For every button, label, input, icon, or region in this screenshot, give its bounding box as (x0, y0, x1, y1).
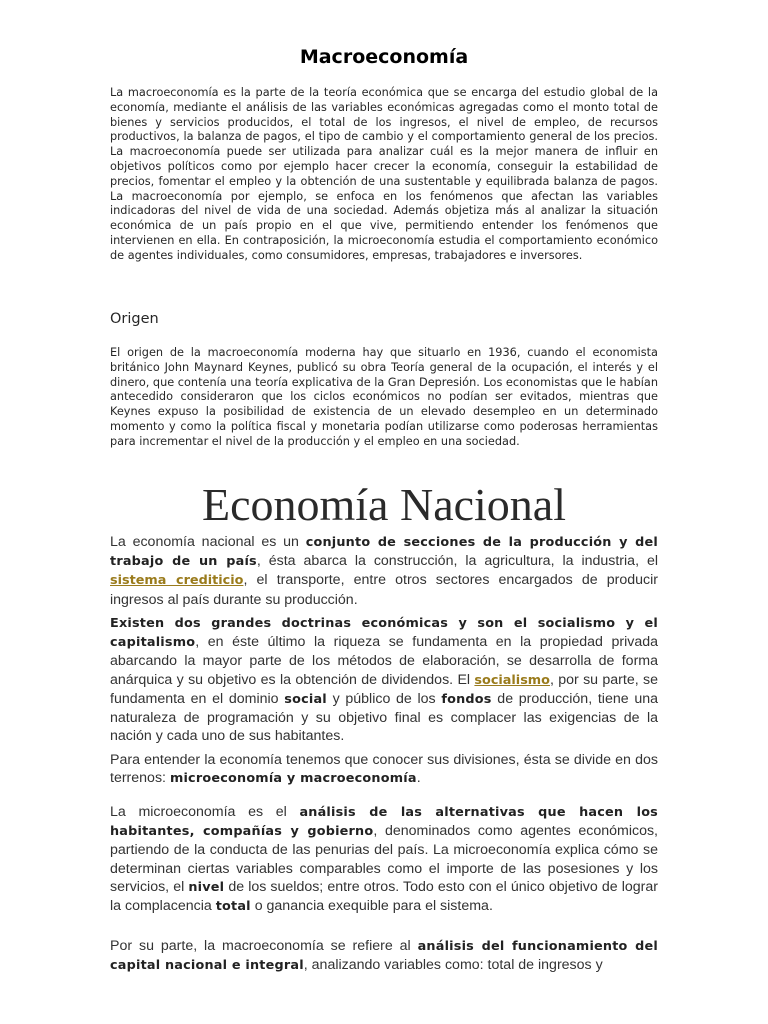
text-run: , el transporte, entre otros sectores encargados de producir ingresos al país durante su producción. (110, 572, 658, 608)
link-socialismo[interactable]: socialismo (474, 672, 550, 688)
text-run: y público de los (326, 690, 442, 707)
text-run: , en éste último la riqueza se fundamenta en la propiedad privada abarcando la mayor parte de los métodos de elaboración, se desarrolla de forma anárquica y su objetivo es la obtención de dividendos. El (110, 634, 658, 688)
text-run: , analizando variables como: total de ingresos y (303, 957, 603, 974)
text-run: Para entender la economía tenemos que conocer sus divisiones, ésta se divide en dos terrenos: (110, 752, 658, 787)
bold-text: fondos (441, 691, 492, 707)
bold-text: análisis de las alternativas que hacen los habitantes, compañías y gobierno (110, 805, 658, 840)
title-economia-nacional: Economía Nacional (201, 479, 567, 530)
link-sistema-crediticio[interactable]: sistema crediticio (110, 573, 244, 589)
paragraph-doctrinas (110, 614, 658, 745)
bold-text: Existen dos grandes doctrinas económicas y son el socialismo y el capitalismo (110, 616, 658, 651)
bold-text: análisis del funcionamiento del capital nacional e integral (110, 939, 658, 974)
bold-text: social (284, 691, 327, 707)
text-run: , ésta abarca la construcción, la agricultura, la industria, el (256, 553, 658, 570)
bold-text: conjunto de secciones de la producción y del trabajo de un país (110, 535, 658, 570)
text-run: o ganancia exequible para el sistema. (250, 898, 493, 915)
text-run: La microeconomía es el (110, 804, 300, 820)
text-run: Por su parte, la macroeconomía se refiere al (110, 938, 418, 954)
bold-text: total (215, 899, 251, 915)
bold-text: nivel (188, 879, 225, 895)
bold-text: microeconomía y macroeconomía (169, 771, 417, 787)
text-run: , denominados como agentes económicos, partiendo de la conducta de las penurias del país. La microeconomía explica cómo se determinan ciertas variables comparables como el importe de las posesiones y los servicios, el (110, 823, 658, 895)
text-run: . (416, 770, 421, 787)
text-run: de producción, tiene una naturaleza de programación y su objetivo final es complacer las exigencias de la nación y cada uno de sus habitantes. (110, 690, 658, 745)
paragraph-macroeconomia: La macroeconomía es la parte de la teoría económica que se encarga del estudio global de la economía, mediante el análisis de las variables económicas agregadas como el monto total de bienes y servicios producidos, el total de los ingresos, el nivel de empleo, de recursos productivos, la balanza de pagos, el tipo de cambio y el comportamiento general de los precios. La macroeconomía puede ser utilizada para analizar cuál es la mejor manera de influir en objetivos políticos como por ejemplo hacer crecer la economía, conseguir la estabilidad de precios, fomentar el empleo y la obtención de una sustentable y equilibrada balanza de pagos. La macroeconomía por ejemplo, se enfoca en los fenómenos que afectan las variables indicadoras del nivel de vida de una sociedad. Además objetiza más al analizar la situación económica de un país propio en el que vive, permitiendo entender los fenómenos que intervienen en ella. En contraposición, la microeconomía estudia el comportamiento económico de agentes individuales, como consumidores, empresas, trabajadores e inversores. (110, 86, 658, 262)
paragraph-divisiones (110, 751, 658, 788)
paragraph-origen: El origen de la macroeconomía moderna hay que situarlo en 1936, cuando el economista británico John Maynard Keynes, publicó su obra Teoría general de la ocupación, el interés y el dinero, que contenía una teoría explicativa de la Gran Depresión. Los economistas que le habían antecedido consideraron que los ciclos económicos no podían ser evitados, mientras que Keynes expuso la posibilidad de existencia de un elevado desempleo en un determinado momento y como la política fiscal y monetaria podían utilizarse como poderosas herramientas para incrementar el nivel de la producción y el empleo en una sociedad. (110, 346, 658, 448)
paragraph-microeconomia (110, 803, 658, 916)
paragraph-macroeconomia-analisis (110, 937, 658, 975)
text-run: La economía nacional es un (110, 534, 306, 550)
text-run: , por su parte, se fundamenta en el dominio (110, 671, 658, 707)
text-run: de los sueldos; entre otros. Todo esto con el único objetivo de lograr la complacencia (110, 878, 658, 915)
title-macroeconomia: Macroeconomía (299, 46, 469, 68)
heading-origen: Origen (110, 311, 159, 327)
paragraph-economia-nacional (110, 533, 658, 609)
